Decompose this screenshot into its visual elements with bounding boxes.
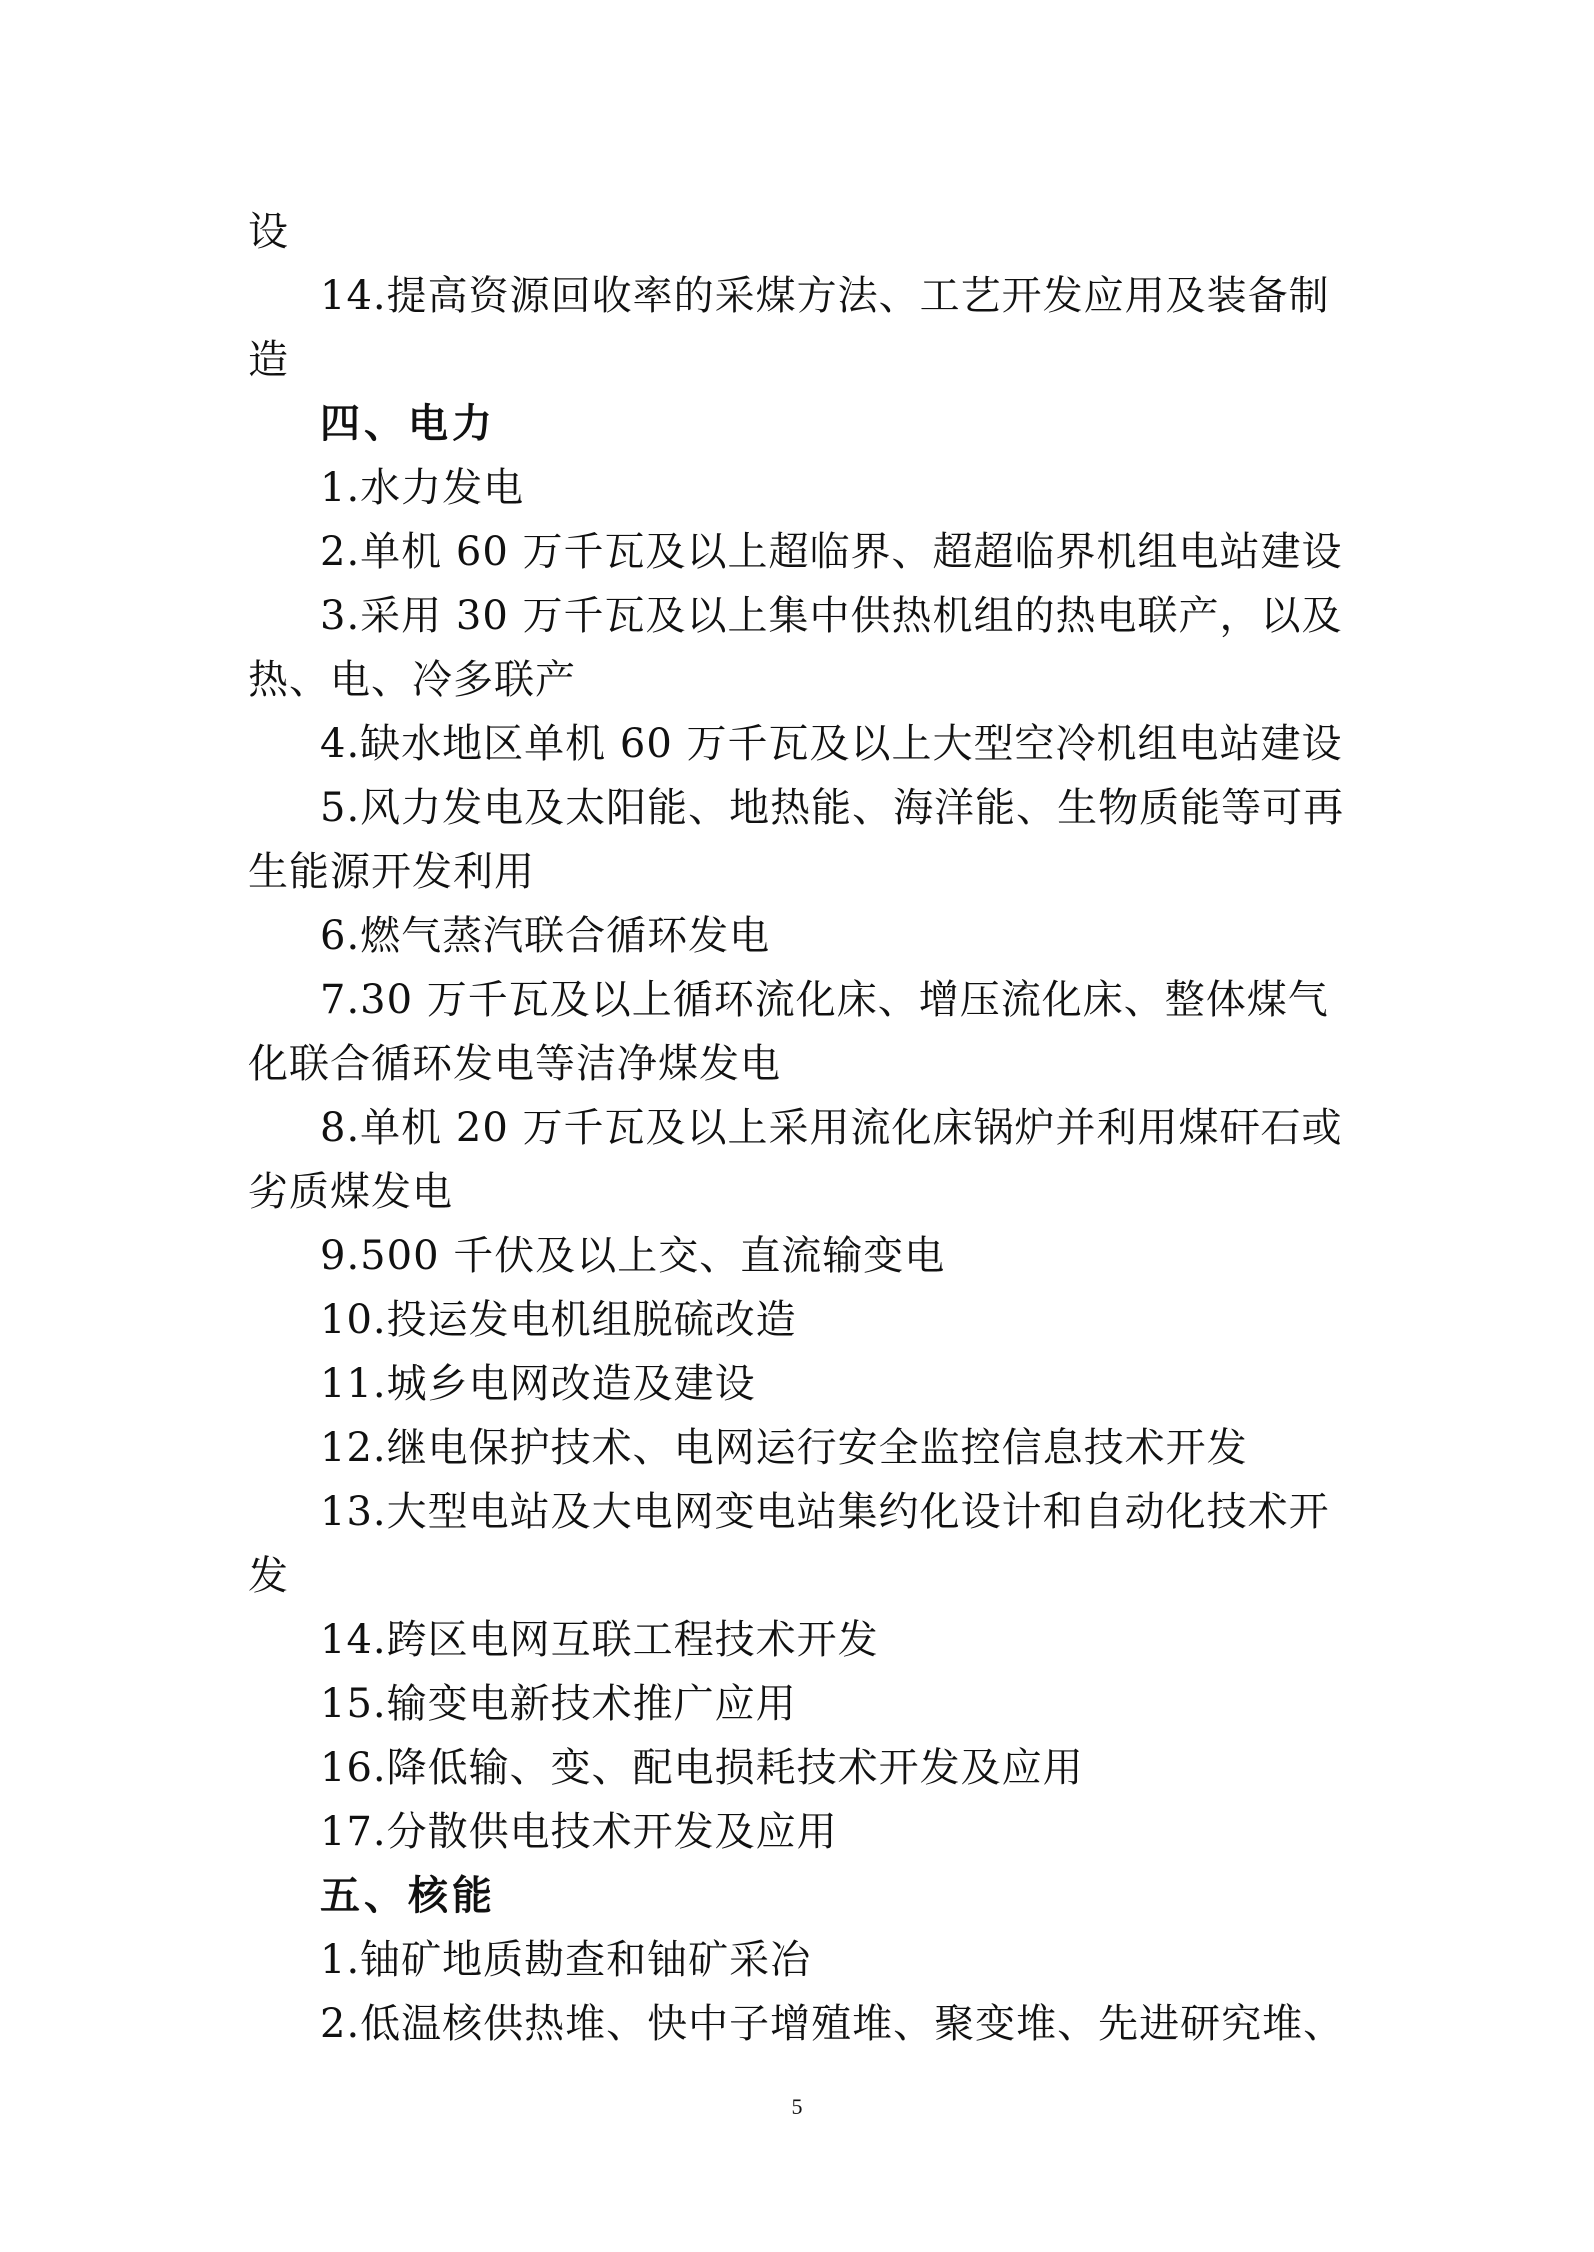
text-line: 1.铀矿地质勘查和铀矿采冶: [320, 1937, 812, 1983]
text-line: 6.燃气蒸汽联合循环发电: [320, 913, 771, 959]
section-heading: 四、电力: [320, 400, 496, 447]
text-line: 13.大型电站及大电网变电站集约化设计和自动化技术开: [320, 1489, 1330, 1535]
page-number: 5: [791, 2094, 803, 2119]
text-line: 造: [248, 337, 289, 383]
text-line: 11.城乡电网改造及建设: [320, 1361, 756, 1407]
text-line: 7.30 万千瓦及以上循环流化床、增压流化床、整体煤气: [320, 977, 1329, 1023]
text-line: 4.缺水地区单机 60 万千瓦及以上大型空冷机组电站建设: [320, 721, 1343, 767]
text-line: 1.水力发电: [320, 465, 525, 511]
text-line: 12.继电保护技术、电网运行安全监控信息技术开发: [320, 1425, 1248, 1471]
text-line: 9.500 千伏及以上交、直流输变电: [320, 1233, 946, 1279]
text-line: 8.单机 20 万千瓦及以上采用流化床锅炉并利用煤矸石或: [320, 1105, 1343, 1151]
text-line: 10.投运发电机组脱硫改造: [320, 1297, 797, 1343]
document-body: [248, 200, 1358, 2056]
text-line: 热、电、冷多联产: [248, 657, 576, 703]
section-heading: 五、核能: [320, 1872, 496, 1919]
text-line: 2.低温核供热堆、快中子增殖堆、聚变堆、先进研究堆、: [320, 2001, 1345, 2047]
text-line: 14.提高资源回收率的采煤方法、工艺开发应用及装备制: [320, 273, 1330, 319]
text-line: 16.降低输、变、配电损耗技术开发及应用: [320, 1745, 1084, 1791]
text-line: 化联合循环发电等洁净煤发电: [248, 1041, 781, 1087]
text-line: 2.单机 60 万千瓦及以上超临界、超超临界机组电站建设: [320, 529, 1343, 575]
text-line: 劣质煤发电: [248, 1169, 453, 1215]
text-line: 生能源开发利用: [248, 849, 535, 895]
text-line: 5.风力发电及太阳能、地热能、海洋能、生物质能等可再: [320, 785, 1345, 831]
text-line: 发: [248, 1553, 289, 1599]
text-line: 17.分散供电技术开发及应用: [320, 1809, 838, 1855]
text-line: 设: [248, 209, 289, 255]
text-line: 15.输变电新技术推广应用: [320, 1681, 797, 1727]
text-line: 14.跨区电网互联工程技术开发: [320, 1617, 879, 1663]
text-line: 3.采用 30 万千瓦及以上集中供热机组的热电联产，以及: [320, 593, 1343, 639]
